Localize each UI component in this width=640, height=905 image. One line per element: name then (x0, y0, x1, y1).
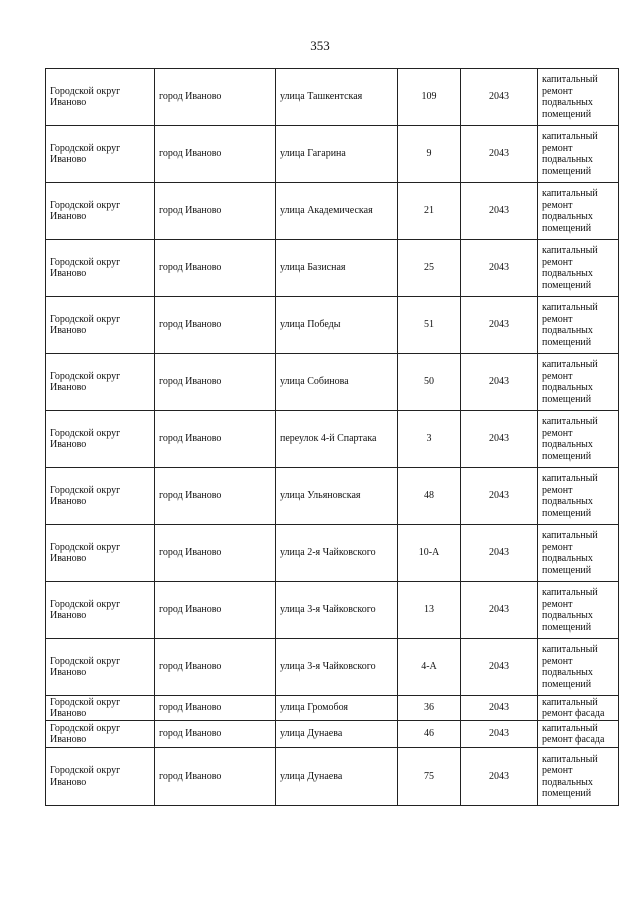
locality-cell (155, 297, 276, 354)
municipality-text: Городской округ Иваново (50, 142, 121, 165)
street-cell (276, 748, 398, 806)
year-cell (461, 297, 538, 354)
locality-cell (155, 354, 276, 411)
locality-cell (155, 183, 276, 240)
municipality-cell (46, 354, 155, 411)
table-row (46, 354, 619, 411)
year-text: 2043 (489, 490, 509, 502)
table-row (46, 639, 619, 696)
table-row (46, 582, 619, 639)
table-row (46, 525, 619, 582)
municipality-text: Городской округ Иваново (50, 696, 121, 719)
locality-text: город Иваново (159, 91, 222, 103)
locality-text: город Иваново (159, 376, 222, 388)
year-text: 2043 (489, 319, 509, 331)
year-text: 2043 (489, 728, 509, 740)
municipality-text: Городской округ Иваново (50, 541, 121, 564)
locality-text: город Иваново (159, 490, 222, 502)
municipality-text: Городской округ Иваново (50, 370, 121, 393)
municipality-text: Городской округ Иваново (50, 484, 121, 507)
work-type-text: капитальный ремонт подвальных помещений (542, 530, 598, 576)
work-type-cell (538, 69, 619, 126)
year-cell (461, 69, 538, 126)
street-text: улица 3-я Чайковского (280, 661, 376, 673)
house-text: 3 (426, 433, 432, 445)
year-text: 2043 (489, 433, 509, 445)
work-type-cell (538, 126, 619, 183)
locality-cell (155, 126, 276, 183)
work-type-text: капитальный ремонт подвальных помещений (542, 245, 598, 291)
street-cell (276, 297, 398, 354)
municipality-text: Городской округ Иваново (50, 427, 121, 450)
work-type-text: капитальный ремонт подвальных помещений (542, 302, 598, 348)
house-text: 50 (424, 376, 434, 388)
street-text: улица Академическая (280, 205, 373, 217)
locality-text: город Иваново (159, 661, 222, 673)
house-text: 21 (424, 205, 434, 217)
year-cell (461, 183, 538, 240)
municipality-text: Городской округ Иваново (50, 655, 121, 678)
locality-cell (155, 696, 276, 721)
year-cell (461, 411, 538, 468)
work-type-text: капитальный ремонт подвальных помещений (542, 644, 598, 690)
year-text: 2043 (489, 770, 509, 782)
house-text: 109 (421, 91, 437, 103)
house-cell (398, 525, 461, 582)
year-cell (461, 721, 538, 748)
house-cell (398, 126, 461, 183)
street-cell (276, 411, 398, 468)
work-type-text: капитальный ремонт подвальных помещений (542, 473, 598, 519)
locality-text: город Иваново (159, 148, 222, 160)
street-text: улица 2-я Чайковского (280, 547, 376, 559)
year-cell (461, 354, 538, 411)
municipality-cell (46, 183, 155, 240)
street-text: улица Гагарина (280, 148, 346, 160)
municipality-text: Городской округ Иваново (50, 722, 121, 745)
table-row (46, 411, 619, 468)
year-text: 2043 (489, 205, 509, 217)
house-text: 9 (426, 148, 432, 160)
work-type-text: капитальный ремонт подвальных помещений (542, 131, 598, 177)
house-cell (398, 468, 461, 525)
work-type-cell (538, 411, 619, 468)
locality-cell (155, 639, 276, 696)
street-cell (276, 126, 398, 183)
work-type-cell (538, 297, 619, 354)
street-cell (276, 721, 398, 748)
locality-cell (155, 748, 276, 806)
work-type-text: капитальный ремонт подвальных помещений (542, 753, 598, 799)
year-text: 2043 (489, 148, 509, 160)
year-cell (461, 696, 538, 721)
work-type-cell (538, 639, 619, 696)
house-cell (398, 297, 461, 354)
year-text: 2043 (489, 661, 509, 673)
house-text: 75 (424, 770, 434, 782)
street-cell (276, 468, 398, 525)
year-text: 2043 (489, 547, 509, 559)
table-row (46, 69, 619, 126)
street-text: улица Базисная (280, 262, 346, 274)
work-type-cell (538, 240, 619, 297)
work-type-cell (538, 721, 619, 748)
year-cell (461, 748, 538, 806)
municipality-cell (46, 721, 155, 748)
work-type-cell (538, 468, 619, 525)
municipality-text: Городской округ Иваново (50, 256, 121, 279)
house-text: 36 (424, 702, 434, 714)
work-type-cell (538, 525, 619, 582)
municipality-cell (46, 639, 155, 696)
locality-text: город Иваново (159, 433, 222, 445)
street-cell (276, 582, 398, 639)
house-text: 48 (424, 490, 434, 502)
house-text: 25 (424, 262, 434, 274)
house-cell (398, 748, 461, 806)
table-row (46, 240, 619, 297)
work-type-text: капитальный ремонт фасада (542, 696, 605, 719)
locality-cell (155, 721, 276, 748)
locality-cell (155, 468, 276, 525)
locality-cell (155, 240, 276, 297)
house-text: 51 (424, 319, 434, 331)
work-type-text: капитальный ремонт фасада (542, 722, 605, 745)
municipality-cell (46, 411, 155, 468)
street-cell (276, 183, 398, 240)
locality-text: город Иваново (159, 770, 222, 782)
work-type-cell (538, 748, 619, 806)
street-cell (276, 240, 398, 297)
house-cell (398, 354, 461, 411)
work-type-text: капитальный ремонт подвальных помещений (542, 416, 598, 462)
work-type-cell (538, 582, 619, 639)
house-cell (398, 411, 461, 468)
locality-text: город Иваново (159, 205, 222, 217)
street-text: улица 3-я Чайковского (280, 604, 376, 616)
municipality-cell (46, 696, 155, 721)
municipality-text: Городской округ Иваново (50, 765, 121, 788)
house-cell (398, 721, 461, 748)
work-type-text: капитальный ремонт подвальных помещений (542, 359, 598, 405)
year-text: 2043 (489, 604, 509, 616)
year-cell (461, 240, 538, 297)
locality-text: город Иваново (159, 262, 222, 274)
house-cell (398, 639, 461, 696)
locality-cell (155, 69, 276, 126)
work-type-cell (538, 696, 619, 721)
work-type-text: капитальный ремонт подвальных помещений (542, 587, 598, 633)
street-cell (276, 525, 398, 582)
municipality-text: Городской округ Иваново (50, 598, 121, 621)
table-row (46, 468, 619, 525)
house-text: 46 (424, 728, 434, 740)
municipality-text: Городской округ Иваново (50, 199, 121, 222)
table-row (46, 183, 619, 240)
registry-table (45, 68, 619, 806)
year-text: 2043 (489, 262, 509, 274)
locality-text: город Иваново (159, 604, 222, 616)
street-text: улица Победы (280, 319, 341, 331)
street-cell (276, 696, 398, 721)
municipality-text: Городской округ Иваново (50, 313, 121, 336)
page-number: 353 (310, 38, 330, 53)
municipality-cell (46, 297, 155, 354)
house-cell (398, 183, 461, 240)
table-row (46, 721, 619, 748)
locality-cell (155, 525, 276, 582)
municipality-cell (46, 525, 155, 582)
house-text: 4-А (421, 661, 437, 673)
street-cell (276, 354, 398, 411)
table-row (46, 696, 619, 721)
locality-cell (155, 411, 276, 468)
year-cell (461, 639, 538, 696)
table-row (46, 297, 619, 354)
street-text: улица Дунаева (280, 770, 343, 782)
year-cell (461, 582, 538, 639)
year-text: 2043 (489, 91, 509, 103)
table-row (46, 748, 619, 806)
locality-text: город Иваново (159, 547, 222, 559)
street-text: улица Ташкентская (280, 91, 363, 103)
street-text: улица Ульяновская (280, 490, 361, 502)
locality-text: город Иваново (159, 728, 222, 740)
work-type-text: капитальный ремонт подвальных помещений (542, 188, 598, 234)
municipality-cell (46, 468, 155, 525)
house-text: 13 (424, 604, 434, 616)
year-cell (461, 468, 538, 525)
municipality-cell (46, 126, 155, 183)
work-type-cell (538, 183, 619, 240)
municipality-cell (46, 748, 155, 806)
year-text: 2043 (489, 376, 509, 388)
locality-text: город Иваново (159, 319, 222, 331)
house-cell (398, 240, 461, 297)
year-cell (461, 525, 538, 582)
year-text: 2043 (489, 702, 509, 714)
table-row (46, 126, 619, 183)
work-type-cell (538, 354, 619, 411)
house-text: 10-А (418, 547, 440, 559)
municipality-cell (46, 69, 155, 126)
street-text: улица Собинова (280, 376, 349, 388)
street-cell (276, 639, 398, 696)
street-text: улица Громобоя (280, 702, 348, 714)
house-cell (398, 582, 461, 639)
house-cell (398, 696, 461, 721)
municipality-cell (46, 582, 155, 639)
municipality-cell (46, 240, 155, 297)
street-text: улица Дунаева (280, 728, 343, 740)
locality-text: город Иваново (159, 702, 222, 714)
work-type-text: капитальный ремонт подвальных помещений (542, 74, 598, 120)
locality-cell (155, 582, 276, 639)
municipality-text: Городской округ Иваново (50, 85, 121, 108)
year-cell (461, 126, 538, 183)
house-cell (398, 69, 461, 126)
street-cell (276, 69, 398, 126)
street-text: переулок 4-й Спартака (280, 433, 377, 445)
